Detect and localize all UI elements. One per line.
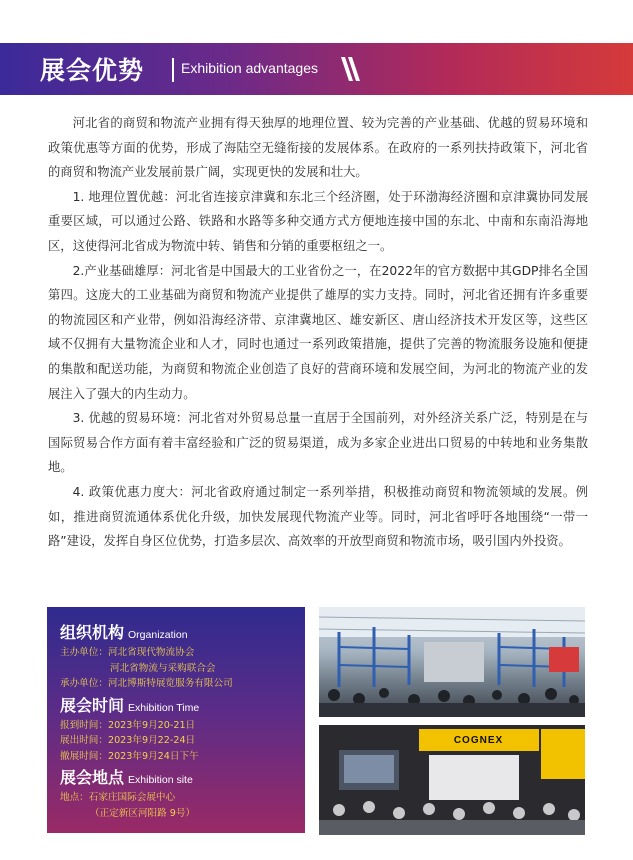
exhibition-hall-photo [319,607,585,717]
section-header [0,43,633,95]
teardown-time-line: 撤展时间：2023年9月24日下午 [60,750,199,762]
point-3-paragraph: 3. 优越的贸易环境：河北省对外贸易总量一直居于全国前列，对外经济关系广泛，特别是在与国际贸易合作方面有着丰富经验和广泛的贸易渠道，成为多家企业进出口贸易的中转地和业务集散地。 [48,411,588,475]
advantages-text [48,111,588,554]
show-time-line: 展出时间：2023年9月22-24日 [60,735,196,746]
host-line: 主办单位：河北省现代物流协会 [60,647,195,658]
venue-line: 地点：石家庄国际会展中心 [60,792,176,803]
venue-address-line: （正定新区河阳路 9号） [90,807,196,819]
cognex-banner-text: COGNEX [431,733,526,749]
organization-heading: 组织机构 Organization [60,623,188,642]
section-subtitle: Exhibition advantages [181,60,318,76]
exhibition-info-box [47,607,305,833]
intro-paragraph: 河北省的商贸和物流产业拥有得天独厚的地理位置、较为完善的产业基础、优越的贸易环境和政策优惠等方面的优势，形成了海陆空无缝衔接的发展体系。在政府的一系列扶持政策下，河北省的商贸和物流产业发展前景广阔，实现更快的发展和壮大。 [48,116,588,180]
point-4-paragraph: 4. 政策优惠力度大：河北省政府通过制定一系列举措，积极推动商贸和物流领域的发展。例如，推进商贸流通体系优化升级，加快发展现代物流产业等。同时，河北省呼吁各地围绕“一带一路”建设，发挥自身区位优势，打造多层次、高效率的开放型商贸和物流市场，吸引国内外投资。 [48,484,588,549]
point-2-paragraph: 2.产业基础雄厚：河北省是中国最大的工业省份之一，在2022年的官方数据中其GDP排名全国第四。这庞大的工业基础为商贸和物流产业提供了雄厚的实力支持。同时，河北省还拥有许多重要的物流园区和产业带，例如沿海经济带、京津冀地区、雄安新区、唐山经济技术开发区等，这些区域不仅拥有大量物流企业和人才，同时也通过一系列政策措施，提供了完善的物流服务设施和便捷的集散和配送功能，为商贸和物流企业创造了良好的营商环境和发展空间，为河北的物流产业的发展注入了强大的内生动力。 [48,263,588,401]
organizer-line: 承办单位：河北博斯特展览服务有限公司 [60,678,233,689]
section-title: 展会优势 [40,56,145,85]
title-divider [172,58,174,82]
time-heading: 展会时间 Exhibition Time [60,695,200,715]
point-1-paragraph: 1. 地理位置优越：河北省连接京津冀和东北三个经济圈，处于环渤海经济圈和京津冀协同发展重要区域，可以通过公路、铁路和水路等多种交通方式方便地连接中国的东北、中南和东南沿海地区，这使得河北省成为物流中转、销售和分销的重要枢纽之一。 [48,189,588,253]
host-line-2: 河北省物流与采购联合会 [110,662,216,674]
cognex-booth-photo [319,725,585,835]
checkin-time-line: 报到时间：2023年9月20-21日 [60,719,196,731]
site-heading: 展会地点 Exhibition site [60,768,193,787]
slash-decoration-icon [341,53,363,83]
